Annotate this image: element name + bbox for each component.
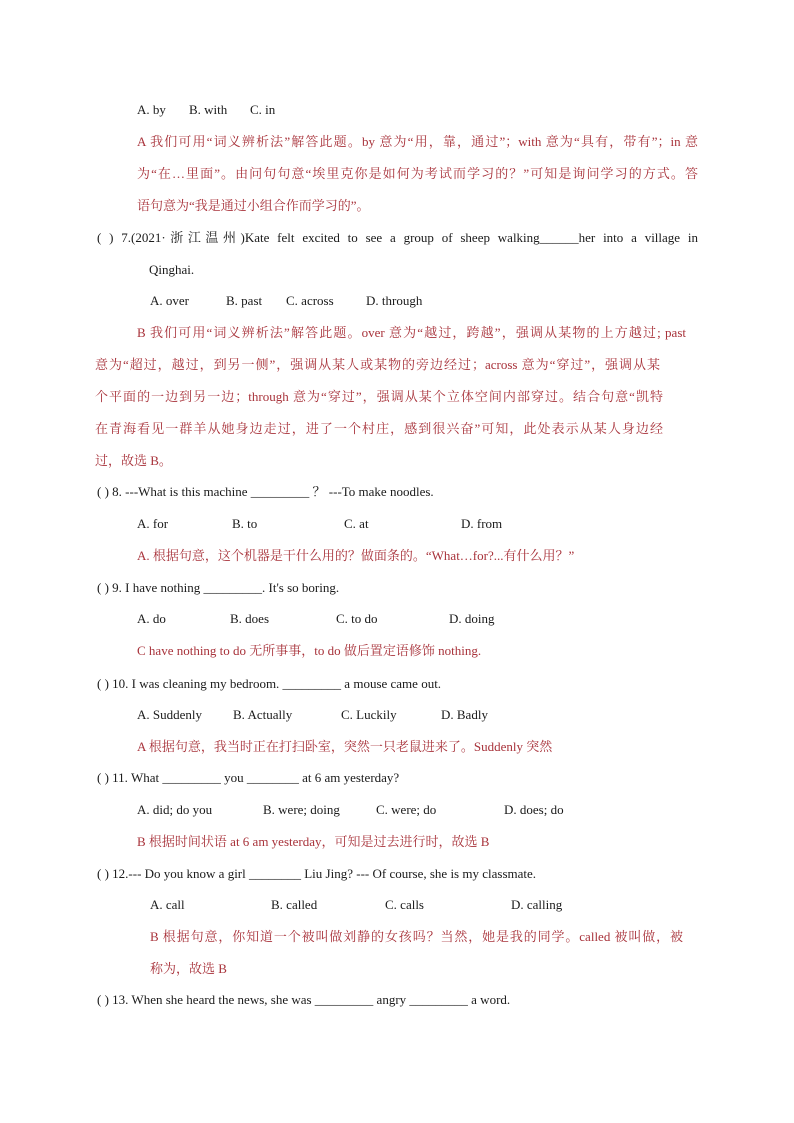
q6-answer-line-2: 为“在…里面”。由问句句意“埃里克你是如何为考试而学习的？”可知是询问学习的方式。答 — [137, 166, 698, 181]
q9-answer: C have nothing to do 无所事事，to do 做后置定语修饰 nothing. — [137, 643, 482, 658]
q7-stem-line-2: Qinghai. — [149, 262, 195, 277]
q11-answer: B 根据时间状语 at 6 am yesterday，可知是过去进行时，故选 B — [137, 834, 490, 849]
q10-option-c: C. Luckily — [341, 707, 397, 722]
q7-answer-line-5: 过，故选 B。 — [95, 453, 172, 468]
q12-stem: ( ) 12.--- Do you know a girl ________ Liu Jing? --- Of course, she is my classmate. — [97, 866, 537, 881]
q7-option-d: D. through — [366, 293, 423, 308]
q6-option-a: A. by — [137, 102, 166, 117]
q12-answer-line-2: 称为，故选 B — [150, 961, 227, 976]
q6-answer-line-3: 语句意为“我是通过小组合作而学习的”。 — [137, 198, 370, 213]
q8-option-a: A. for — [137, 516, 169, 531]
q6-answer-line-1: A 我们可用“词义辨析法”解答此题。by 意为“用，靠，通过”；with 意为“具有，带有”；in 意 — [137, 134, 698, 149]
q12-answer-line-1: B 根据句意，你知道一个被叫做刘静的女孩吗？当然，她是我的同学。called 被叫做，被 — [150, 929, 683, 944]
q13-stem: ( ) 13. When she heard the news, she was _________ angry _________ a word. — [97, 992, 511, 1007]
q10-option-a: A. Suddenly — [137, 707, 202, 722]
q11-stem: ( ) 11. What _________ you ________ at 6 am yesterday? — [97, 770, 400, 785]
q11-option-c: C. were; do — [376, 802, 437, 817]
q8-answer: A. 根据句意，这个机器是干什么用的？做面条的。“What…for?...有什么用？” — [137, 548, 575, 563]
q10-stem: ( ) 10. I was cleaning my bedroom. _________ a mouse came out. — [97, 676, 442, 691]
q11-option-d: D. does; do — [504, 802, 564, 817]
q8-options — [137, 515, 557, 533]
q12-option-a: A. call — [150, 897, 185, 912]
q6-options — [137, 101, 537, 119]
q7-answer-line-3: 个平面的一边到另一边；through 意为“穿过”，强调从某个立体空间内部穿过。结合句意“凯特 — [95, 389, 663, 404]
q6-option-b: B. with — [189, 102, 228, 117]
q12-option-b: B. called — [271, 897, 318, 912]
q9-option-a: A. do — [137, 611, 166, 626]
q11-options — [137, 801, 577, 819]
q12-option-c: C. calls — [385, 897, 424, 912]
q10-option-d: D. Badly — [441, 707, 488, 722]
q12-option-d: D. calling — [511, 897, 563, 912]
q10-option-b: B. Actually — [233, 707, 293, 722]
q9-stem: ( ) 9. I have nothing _________. It's so boring. — [97, 580, 340, 595]
q7-answer-line-2: 意为“超过，越过，到另一侧”，强调从某人或某物的旁边经过；across 意为“穿过”，强调从某 — [95, 357, 660, 372]
q7-answer-line-1: B 我们可用“词义辨析法”解答此题。over 意为“越过，跨越”，强调从某物的上方越过; past — [137, 325, 686, 340]
q10-answer: A 根据句意，我当时正在打扫卧室，突然一只老鼠进来了。Suddenly 突然 — [137, 739, 553, 754]
q7-stem-line-1: ( ) 7.(2021·浙江温州)Kate felt excited to see a group of sheep walking______her into a village in — [97, 230, 698, 245]
q7-option-a: A. over — [150, 293, 189, 308]
q11-option-b: B. were; doing — [263, 802, 340, 817]
q8-option-b: B. to — [232, 516, 258, 531]
q9-options — [137, 610, 557, 628]
q9-option-d: D. doing — [449, 611, 495, 626]
q9-option-c: C. to do — [336, 611, 378, 626]
q7-option-b: B. past — [226, 293, 263, 308]
q11-option-a: A. did; do you — [137, 802, 213, 817]
q8-option-d: D. from — [461, 516, 503, 531]
q8-stem: ( ) 8. ---What is this machine _________ ？ ---To make noodles. — [97, 484, 434, 499]
q7-options — [150, 292, 550, 310]
q8-option-c: C. at — [344, 516, 369, 531]
q7-answer-line-4: 在青海看见一群羊从她身边走过，进了一个村庄，感到很兴奋”可知，此处表示从某人身边经 — [95, 421, 663, 436]
q10-options — [137, 706, 557, 724]
q12-options — [150, 896, 570, 914]
q6-option-c: C. in — [250, 102, 276, 117]
q7-option-c: C. across — [286, 293, 334, 308]
q9-option-b: B. does — [230, 611, 269, 626]
